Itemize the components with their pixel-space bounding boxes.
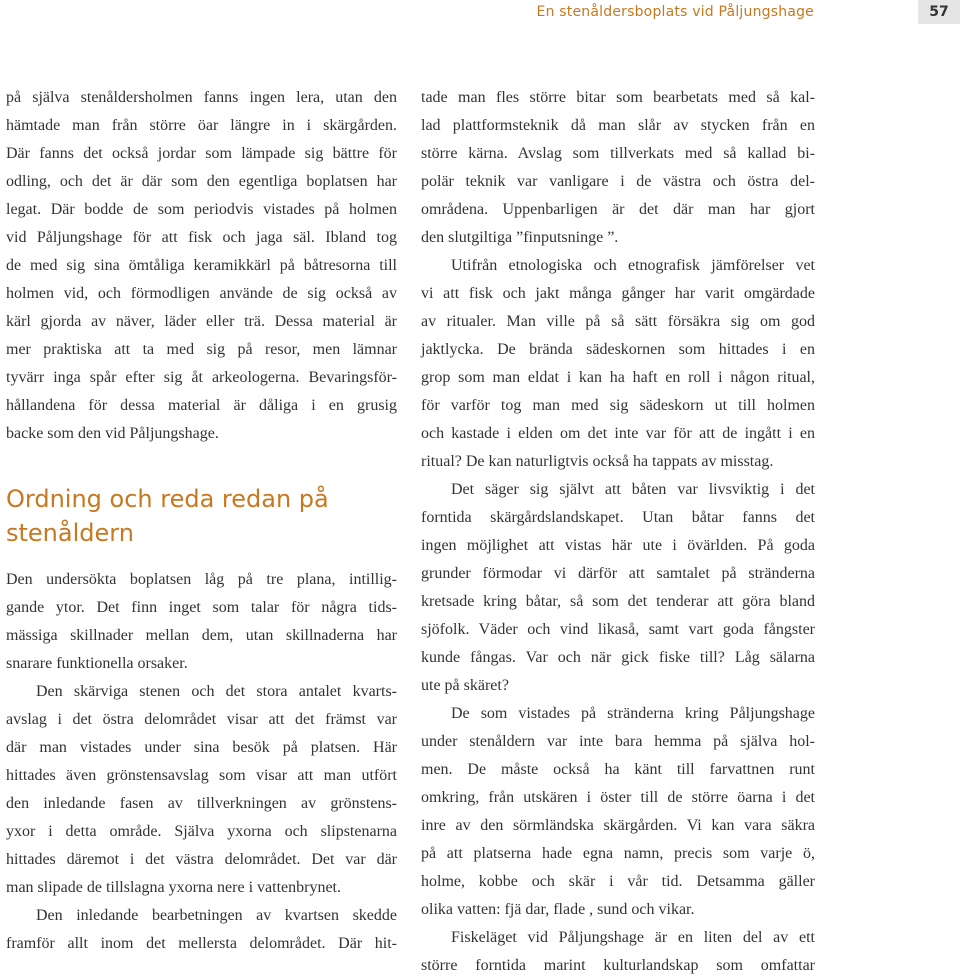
text-line: hittades däremot i det västra delområdet. Det var där [6,851,397,868]
section-heading [6,482,397,550]
text-line: holmen vid, och förmodligen använde de sig också av [6,285,397,302]
text-line: holme, kobbe och skär i vår tid. Detsamma gäller [421,873,815,890]
text-line: hämtade man från större öar längre in i skärgården. [6,117,397,134]
text-line: gande ytor. Det finn inget som talar för några tids- [6,599,397,616]
text-line: forntida skärgårdslandskapet. Utan båtar fanns det [421,509,815,526]
text-line: legat. Där bodde de som periodvis vistades på holmen [6,201,397,218]
text-line: tade man fles större bitar som bearbetats med så kal- [421,89,815,106]
heading-line: Ordning och reda redan på [6,485,329,513]
paragraph [421,252,815,476]
text-line: vid Påljungshage för att fisk och jaga säl. Ibland tog [6,229,397,246]
paragraph [6,678,397,902]
text-line: Den skärviga stenen och det stora antalet kvarts- [36,683,397,700]
paragraph [421,84,815,252]
text-line: backe som den vid Påljungshage. [6,425,219,442]
text-line: där man vistades under sina besök på platsen. Här [6,739,397,756]
text-line: omkring, från utskären i öster till de större öarna i det [421,789,815,806]
paragraph [421,700,815,924]
text-line: de med sig sina ömtåliga keramikkärl på båtresorna till [6,257,397,274]
text-line: den inledande fasen av tillverkningen av grönstens- [6,795,397,812]
heading-line: stenåldern [6,519,134,547]
text-line: tyvärr inga spår efter sig åt arkeologerna. Bevaringsför- [6,369,397,386]
text-line: Det säger sig självt att båten var livsviktig i det [451,481,815,498]
paragraph [6,566,397,678]
left-column [6,84,397,958]
text-line: Utifrån etnologiska och etnografisk jämförelser vet [451,257,815,274]
text-line: och kastade i elden om det inte var för att de ingått i en [421,425,815,442]
text-line: större forntida marint kulturlandskap som omfattar [421,957,815,974]
text-line: hittades även grönstensavslag som visar att man utfört [6,767,397,784]
text-line: avslag i det östra delområdet visar att det främst var [6,711,397,728]
text-line: sjöfolk. Väder och vind likaså, samt vart goda fångster [421,621,815,638]
text-line: under stenåldern var inte bara hemma på själva hol- [421,733,815,750]
text-line: hållandena för dessa material är dåliga i en grusig [6,397,397,414]
text-line: vi att fisk och jakt många gånger har varit omgärdade [421,285,815,302]
text-line: ute på skäret? [421,677,509,694]
text-line: grop som man eldat i kan ha haft en roll i någon ritual, [421,369,815,386]
running-title: En stenåldersboplats vid Påljungshage [536,4,814,20]
text-line: den slutgiltiga ”finputsninge ”. [421,229,619,246]
text-line: mer praktiska att ta med sig på resor, men lämnar [6,341,397,358]
text-line: snarare funktionella orsaker. [6,655,188,672]
text-line: man slipade de tillslagna yxorna nere i vattenbrynet. [6,879,341,896]
paragraph [6,902,397,958]
paragraph [6,84,397,448]
text-line: kretsade kring båtar, så som det tenderar att göra bland [421,593,815,610]
text-line: områdena. Uppenbarligen är det där man har gjort [421,201,815,218]
text-line: kärl gjorda av näver, läder eller trä. Dessa material är [6,313,397,330]
text-line: på att platserna hade egna namn, precis som varje ö, [421,845,815,862]
running-head [0,0,960,26]
text-line: Där fanns det också jordar som lämpade sig bättre för [6,145,397,162]
text-line: kunde fångas. Var och när gick fiske till? Låg sälarna [421,649,815,666]
text-line: Den undersökta boplatsen låg på tre plana, intillig- [6,571,397,588]
text-line: De som vistades på stränderna kring Påljungshage [451,705,815,722]
text-line: grunder förmodar vi därför att samtalet på stränderna [421,565,815,582]
text-line: odling, och det är där som den egentliga boplatsen har [6,173,397,190]
page-number: 57 [918,0,960,24]
text-line: olika vatten: fjä dar, flade , sund och vikar. [421,901,695,918]
text-line: av ritualer. Man ville på så sätt försäkra sig om god [421,313,815,330]
text-line: inre av den sörmländska skärgården. Vi kan vara säkra [421,817,815,834]
text-line: framför allt inom det mellersta delområdet. Där hit- [6,935,397,952]
text-line: för varför tog man med sig sädeskorn ut till holmen [421,397,815,414]
text-line: yxor i detta område. Själva yxorna och slipstenarna [6,823,397,840]
text-line: Den inledande bearbetningen av kvartsen skedde [36,907,397,924]
text-line: Fiskeläget vid Påljungshage är en liten del av ett [451,929,815,946]
text-line: ritual? De kan naturligtvis också ha tappats av misstag. [421,453,774,470]
text-line: polär teknik var vanligare i de västra och östra del- [421,173,815,190]
text-line: ingen möjlighet att vistas här ute i övärlden. På goda [421,537,815,554]
paragraph [421,924,815,980]
paragraph [421,476,815,700]
text-line: större kärna. Avslag som tillverkats med så kallad bi- [421,145,815,162]
text-line: lad plattformsteknik då man slår av stycken från en [421,117,815,134]
text-line: mässiga skillnader mellan dem, utan skillnaderna har [6,627,397,644]
text-line: jaktlycka. De brända sädeskornen som hittades i en [421,341,815,358]
text-line: på själva stenåldersholmen fanns ingen lera, utan den [6,89,397,106]
text-line: men. De måste också ha känt till farvattnen runt [421,761,815,778]
right-column [421,84,815,980]
